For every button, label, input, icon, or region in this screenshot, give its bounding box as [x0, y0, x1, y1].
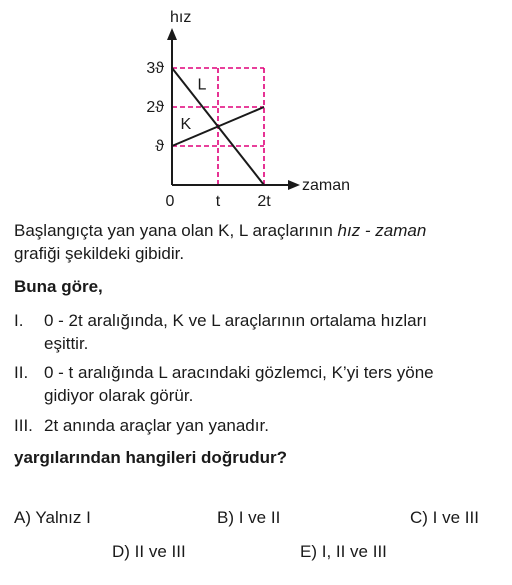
x-axis-label: zaman: [302, 177, 351, 194]
item-number: II.: [14, 363, 29, 382]
option-a[interactable]: A) Yalnız I: [14, 508, 91, 527]
y-axis-label: hız: [170, 9, 192, 26]
option-c[interactable]: C) I ve III: [410, 508, 479, 527]
chart-labels: [146, 9, 350, 210]
option-e[interactable]: E) I, II ve III: [300, 542, 387, 561]
item-text-line: 0 - t aralığında L aracındaki gözlemci, K’yi ters yöne: [44, 363, 434, 382]
item-text-line: gidiyor olarak görür.: [44, 386, 194, 405]
item-text-line: 2t anında araçlar yan yanadır.: [44, 416, 269, 435]
item-text-line: eşittir.: [44, 334, 89, 353]
intro-text: Başlangıçta yan yana olan K, L araçlarının: [14, 221, 338, 240]
x-tick-label: 2t: [257, 193, 271, 210]
y-axis-arrow: [167, 28, 177, 40]
item-number: III.: [14, 416, 33, 435]
item-number: I.: [14, 311, 24, 330]
question-lead: Buna göre,: [14, 277, 103, 296]
option-b[interactable]: B) I ve II: [217, 508, 281, 527]
series-label-L: L: [197, 76, 207, 94]
series-label-K: K: [180, 116, 192, 134]
velocity-time-graph: [0, 0, 512, 210]
option-d[interactable]: D) II ve III: [112, 542, 186, 561]
x-tick-label: t: [215, 193, 221, 210]
question-intro-line1: [14, 220, 426, 242]
question-intro-line2: grafiği şekildeki gibidir.: [14, 244, 185, 263]
x-axis-arrow: [288, 180, 300, 190]
y-tick-label: 2ϑ: [146, 99, 164, 116]
question-prompt: yargılarından hangileri doğrudur?: [14, 448, 287, 467]
intro-italic: hız - zaman: [337, 221, 427, 240]
origin-label: 0: [165, 193, 175, 210]
y-tick-label: ϑ: [155, 138, 164, 155]
y-tick-label: 3ϑ: [146, 60, 164, 77]
chart-axes: [167, 28, 300, 190]
item-text-line: 0 - 2t aralığında, K ve L araçlarının ortalama hızları: [44, 311, 428, 330]
